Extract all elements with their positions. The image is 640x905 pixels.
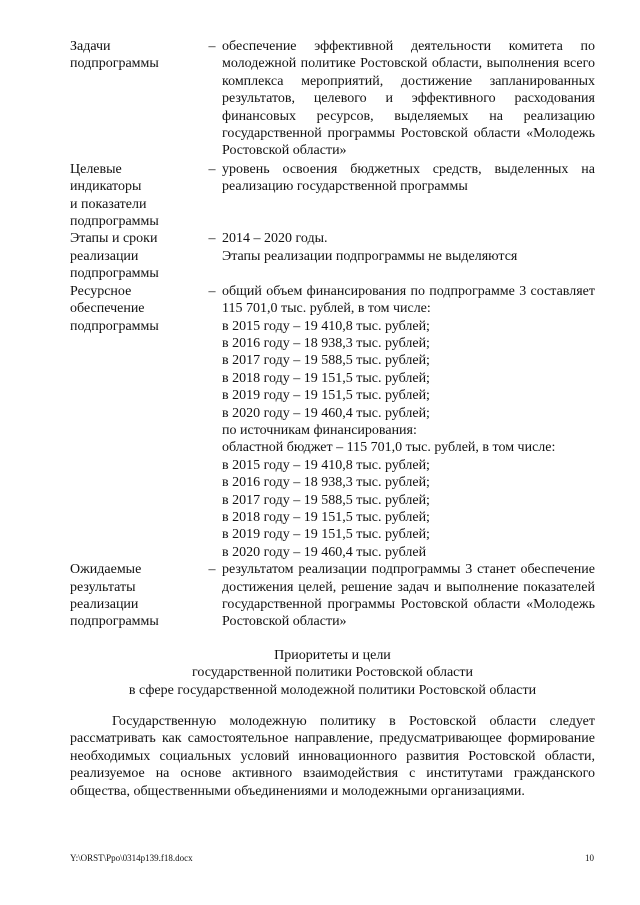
body-paragraph: Государственную молодежную политику в Ростовской области следует рассматривать как самостоятельное направление, предусматривающее формирование необходимых социальных условий инновационного развития Ростовской области, реализуемое на основе активного взаимодействия с институтами гражданского общества, общественными объединениями и молодежными организациями. — [70, 714, 595, 799]
row-dash: – — [208, 283, 216, 299]
regional-year: в 2019 году – 19 151,5 тыс. рублей; — [222, 527, 430, 543]
regional-budget: областной бюджет – 115 701,0 тыс. рублей, в том числе: — [222, 440, 556, 456]
row-label — [70, 38, 202, 73]
row-label — [70, 283, 202, 335]
row-dash: – — [208, 231, 216, 247]
row-dash: – — [208, 39, 216, 54]
row-label — [70, 561, 202, 631]
row-text: результатом реализации подпрограммы 3 станет обеспечение достижения целей, решение задач и выполнение показателей государственной программы Ростовской области «Молодежь Ростовской области» — [222, 562, 595, 630]
regional-year: в 2016 году – 18 938,3 тыс. рублей; — [222, 475, 430, 491]
row-text: обеспечение эффективной деятельности комитета по молодежной политике Ростовской области, выполнения всего комплекса мероприятий, достижение запланированных результатов, целевого и эффективного расходования финансовых ресурсов, выделяемых на реализацию государственной программы Ростовской области «Молодежь Ростовской области» — [222, 39, 595, 159]
label-line: индикаторы — [70, 179, 142, 195]
row-text: уровень освоения бюджетных средств, выделенных на реализацию государственной программы — [222, 161, 595, 195]
heading-line: Приоритеты и цели — [274, 648, 391, 663]
funding-year: в 2017 году – 19 588,5 тыс. рублей; — [222, 353, 430, 369]
regional-year: в 2018 году – 19 151,5 тыс. рублей; — [222, 509, 430, 525]
label-line: результаты — [70, 579, 136, 595]
label-line: реализации — [70, 248, 139, 264]
passport-row-indicators — [70, 161, 595, 231]
label-line: обеспечение — [70, 301, 145, 317]
stages-line: Этапы реализации подпрограммы не выделяются — [222, 248, 518, 264]
funding-year: в 2018 году – 19 151,5 тыс. рублей; — [222, 370, 430, 386]
label-line: подпрограммы — [70, 318, 159, 334]
page-number: 10 — [585, 853, 594, 863]
row-text — [222, 230, 595, 265]
sources-heading: по источникам финансирования: — [222, 422, 417, 438]
funding-year: в 2016 году – 18 938,3 тыс. рублей; — [222, 335, 430, 351]
passport-row-stages — [70, 230, 595, 282]
funding-year: в 2015 году – 19 410,8 тыс. рублей; — [222, 318, 430, 334]
regional-year: в 2017 году – 19 588,5 тыс. рублей; — [222, 492, 430, 508]
row-dash: – — [208, 161, 216, 177]
funding-intro: общий объем финансирования по подпрограмме 3 составляет 115 701,0 тыс. рублей, в том числе: — [222, 283, 595, 317]
label-line: Целевые — [70, 161, 122, 177]
row-text — [222, 283, 595, 562]
funding-year: в 2020 году – 19 460,4 тыс. рублей; — [222, 405, 430, 421]
regional-year: в 2015 году – 19 410,8 тыс. рублей; — [222, 457, 430, 473]
label-line: и показатели — [70, 196, 147, 212]
label-line: Ресурсное — [70, 283, 132, 299]
row-dash: – — [208, 562, 216, 578]
heading-line: государственной политики Ростовской области — [191, 665, 474, 681]
label-line: подпрограммы — [70, 214, 159, 230]
heading-line: в сфере государственной молодежной политики Ростовской области — [128, 682, 537, 698]
label-line: подпрограммы — [70, 266, 159, 282]
label-line: Ожидаемые — [70, 562, 142, 578]
label-line: Этапы и сроки — [70, 231, 158, 247]
stages-line: 2014 – 2020 годы. — [222, 231, 328, 247]
funding-year: в 2019 году – 19 151,5 тыс. рублей; — [222, 388, 430, 404]
subprogram-passport — [70, 38, 595, 631]
row-label — [70, 161, 202, 231]
passport-row-results — [70, 561, 595, 631]
footer-file-path: Y:\ORST\Ppo\0314p139.f18.docx — [70, 853, 193, 863]
label-line: подпрограммы — [70, 56, 159, 72]
passport-row-resources — [70, 283, 595, 562]
label-line: Задачи — [70, 39, 111, 54]
row-label — [70, 230, 202, 282]
passport-row-tasks — [70, 38, 595, 160]
label-line: реализации — [70, 597, 139, 612]
section-heading — [70, 647, 595, 699]
regional-year: в 2020 году – 19 460,4 тыс. рублей — [222, 544, 427, 560]
label-line: подпрограммы — [70, 614, 159, 630]
